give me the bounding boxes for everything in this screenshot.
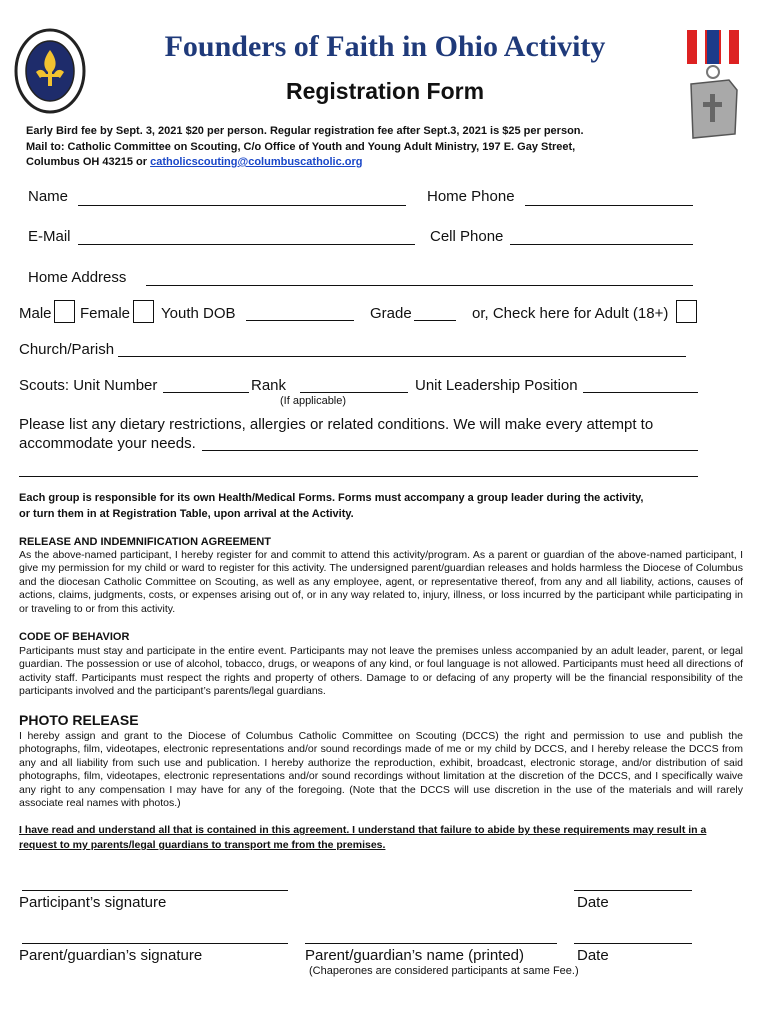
participant-signature-field[interactable] [22, 890, 288, 891]
female-label: Female [80, 305, 131, 322]
medical-line-1: Each group is responsible for its own Health/Medical Forms. Forms must accompany a group leader during the activity, [19, 492, 644, 504]
adult-checkbox[interactable] [676, 300, 697, 323]
unit-leadership-field[interactable] [583, 392, 698, 393]
unit-number-label: Scouts: Unit Number [19, 377, 158, 394]
dietary-prompt-2: accommodate your needs. [19, 435, 196, 452]
parent-name-label: Parent/guardian’s name (printed) [305, 947, 525, 964]
email-link[interactable]: catholicscouting@columbuscatholic.org [150, 156, 363, 168]
conduct-body: Participants must stay and participate in the entire event. Participants may not leave the premises unless accompanied by an adult leader, parent, or legal guardian. The possession or use of alcohol, tobacco, drugs, or weapons of any kind, or foul language is not allowed. Participants must heed all directions of activity staff. Participants must respect the rights and property of others. Damage to or defacing of any property will be the financial responsibility of the participants involved and the participant’s parents/legal guardians. [19, 645, 743, 698]
address-line [26, 155, 726, 171]
cell-phone-field[interactable] [510, 244, 693, 245]
church-field[interactable] [118, 356, 686, 357]
agreement-statement: I have read and understand all that is contained in this agreement. I understand that failure to abide by these requirements may result in a request to my parents/legal guardians to transport me from the premises. [19, 824, 707, 851]
chaperone-note: (Chaperones are considered participants at same Fee.) [309, 965, 579, 977]
date-label-2: Date [577, 947, 609, 964]
grade-label: Grade [370, 305, 412, 322]
fee-line: Early Bird fee by Sept. 3, 2021 $20 per person. Regular registration fee after Sept.3, 2021 is $25 per person. [26, 125, 584, 137]
male-label: Male [19, 305, 52, 322]
date-label-1: Date [577, 894, 609, 911]
male-checkbox[interactable] [54, 300, 75, 323]
home-phone-field[interactable] [525, 205, 693, 206]
form-subtitle: Registration Form [285, 78, 485, 104]
rank-label: Rank [251, 377, 287, 394]
email-label: E-Mail [28, 228, 71, 245]
dietary-field-2[interactable] [19, 476, 698, 477]
name-label: Name [28, 188, 69, 205]
release-heading: RELEASE AND INDEMNIFICATION AGREEMENT [19, 536, 271, 548]
youth-dob-label: Youth DOB [161, 305, 236, 322]
form-title: Founders of Faith in Ohio Activity [164, 30, 606, 63]
grade-field[interactable] [414, 320, 456, 321]
cell-phone-label: Cell Phone [430, 228, 504, 245]
parent-signature-label: Parent/guardian’s signature [19, 947, 203, 964]
dietary-prompt: Please list any dietary restrictions, allergies or related conditions. We will make every attempt to [19, 416, 654, 433]
dietary-field-1[interactable] [202, 450, 698, 451]
email-field[interactable] [78, 244, 415, 245]
church-label: Church/Parish [19, 341, 115, 358]
home-address-field[interactable] [146, 285, 693, 286]
address-text: Columbus OH 43215 or [26, 156, 151, 168]
fee-info [26, 124, 726, 171]
name-field[interactable] [78, 205, 406, 206]
photo-heading: PHOTO RELEASE [19, 712, 139, 728]
unit-number-field[interactable] [163, 392, 249, 393]
date-field-1[interactable] [574, 890, 692, 891]
conduct-heading: CODE OF BEHAVIOR [19, 631, 130, 643]
if-applicable-note: (If applicable) [280, 395, 347, 407]
rank-field[interactable] [300, 392, 408, 393]
female-checkbox[interactable] [133, 300, 154, 323]
home-phone-label: Home Phone [427, 188, 515, 205]
participant-signature-label: Participant’s signature [19, 894, 167, 911]
medical-line-2: or turn them in at Registration Table, upon arrival at the Activity. [19, 507, 354, 520]
release-body: As the above-named participant, I hereby register for and commit to attend this activity/program. As a parent or guardian of the above-named participant, I give my permission for my child or ward to register for this activity. The undersigned parent/guardian releases and holds harmless the Diocese of Columbus and the diocesan Catholic Committee on Scouting, as well as any employee, agent, or representative thereof, from any and all liability, actions, causes of actions, claims, judgments, costs, or expenses arising out of, or in any way related to, injury, illness, or loss incurred by the participant while participating in or traveling to or from this activity. [19, 549, 743, 615]
date-field-2[interactable] [574, 943, 692, 944]
unit-leadership-label: Unit Leadership Position [415, 377, 578, 394]
home-address-label: Home Address [28, 269, 127, 286]
photo-body: I hereby assign and grant to the Diocese of Columbus Catholic Committee on Scouting (DCCS) the right and permission to use and publish the photographs, film, videotapes, electronic representations and/or sound recordings made of me or my child by DCCS, and I hereby release the DCCS from any and all liability from such use and publication. I hereby authorize the reproduction, exhibit, broadcast, electronic storage, and/or distribution of said photographs, film, videotapes, electronic representations and/or sound recordings without limitation at the discretion of the DCCS, and I specifically waive any right to any compensation I may have for any of the foregoing. (Note that the DCCS will use discretion in the use of the materials and will rarely associate real names with photos.) [19, 730, 743, 810]
mail-line: Mail to: Catholic Committee on Scouting, C/o Office of Youth and Young Adult Ministry, 197 E. Gay Street, [26, 140, 576, 153]
adult-label: or, Check here for Adult (18+) [472, 305, 669, 322]
parent-signature-field[interactable] [22, 943, 288, 944]
youth-dob-field[interactable] [246, 320, 354, 321]
medical-note [19, 491, 749, 522]
parent-name-field[interactable] [305, 943, 557, 944]
